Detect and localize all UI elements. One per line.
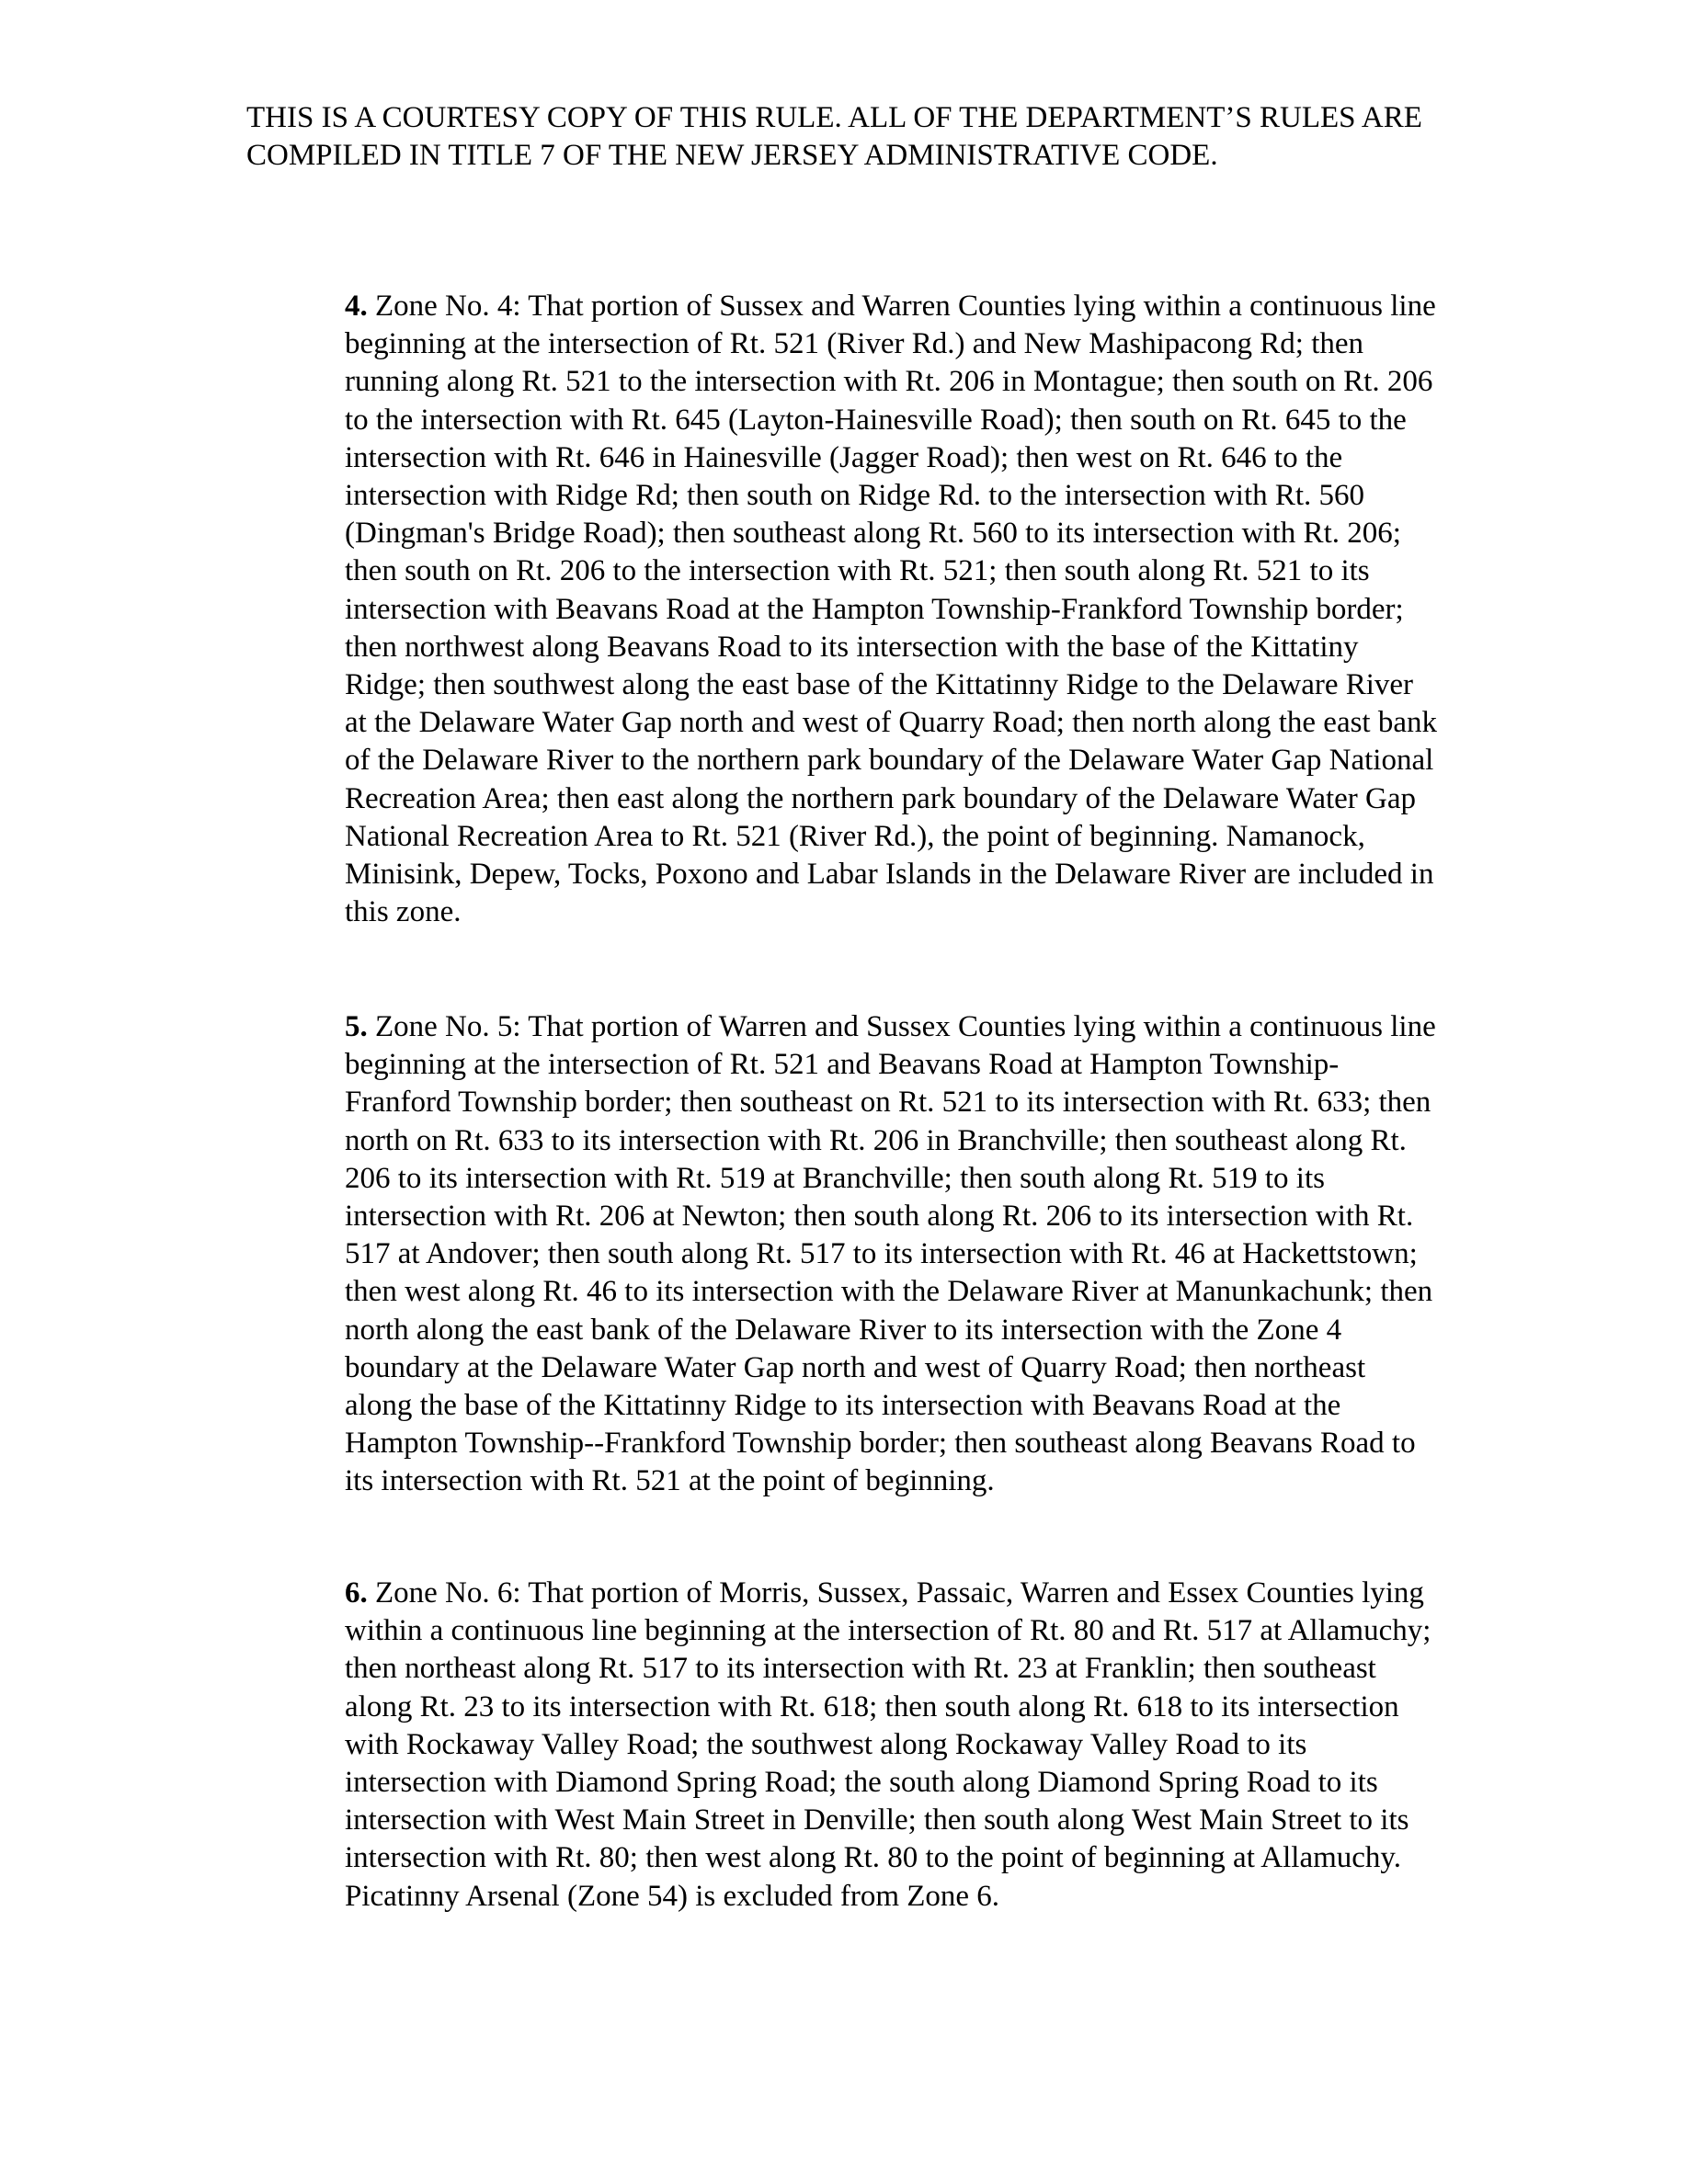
- zone-6-number: 6.: [345, 1576, 368, 1610]
- zone-5-description: [345, 1008, 1439, 1501]
- zone-4-description: [345, 288, 1439, 931]
- zone-6-text: Zone No. 6: That portion of Morris, Sussex, Passaic, Warren and Essex Counties lying within a continuous line beginning at the intersection of Rt. 80 and Rt. 517 at Allamuchy; then northeast along Rt. 517 to its intersection with Rt. 23 at Franklin; then southeast along Rt. 23 to its intersection with Rt. 618; then south along Rt. 618 to its intersection with Rockaway Valley Road; the southwest along Rockaway Valley Road to its intersection with Diamond Spring Road; the south along Diamond Spring Road to its intersection with West Main Street in Denville; then south along West Main Street to its intersection with Rt. 80; then west along Rt. 80 to the point of beginning at Allamuchy. Picatinny Arsenal (Zone 54) is excluded from Zone 6.: [345, 1576, 1431, 1913]
- zone-5-number: 5.: [345, 1010, 368, 1043]
- zone-5-text: Zone No. 5: That portion of Warren and Sussex Counties lying within a continuous line beginning at the intersection of Rt. 521 and Beavans Road at Hampton Township-Franford Township border; then southeast on Rt. 521 to its intersection with Rt. 633; then north on Rt. 633 to its intersection with Rt. 206 in Branchville; then southeast along Rt. 206 to its intersection with Rt. 519 at Branchville; then south along Rt. 519 to its intersection with Rt. 206 at Newton; then south along Rt. 206 to its intersection with Rt. 517 at Andover; then south along Rt. 517 to its intersection with Rt. 46 at Hackettstown; then west along Rt. 46 to its intersection with the Delaware River at Manunkachunk; then north along the east bank of the Delaware River to its intersection with the Zone 4 boundary at the Delaware Water Gap north and west of Quarry Road; then northeast along the base of the Kittatinny Ridge to its intersection with Beavans Road at the Hampton Township--Frankford Township border; then southeast along Beavans Road to its intersection with Rt. 521 at the point of beginning.: [345, 1010, 1436, 1498]
- zone-6-description: [345, 1575, 1439, 1916]
- zone-4-text: Zone No. 4: That portion of Sussex and Warren Counties lying within a continuous line beginning at the intersection of Rt. 521 (River Rd.) and New Mashipacong Rd; then running along Rt. 521 to the intersection with Rt. 206 in Montague; then south on Rt. 206 to the intersection with Rt. 645 (Layton-Hainesville Road); then south on Rt. 645 to the intersection with Rt. 646 in Hainesville (Jagger Road); then west on Rt. 646 to the intersection with Ridge Rd; then south on Ridge Rd. to the intersection with Rt. 560 (Dingman's Bridge Road); then southeast along Rt. 560 to its intersection with Rt. 206; then south on Rt. 206 to the intersection with Rt. 521; then south along Rt. 521 to its intersection with Beavans Road at the Hampton Township-Frankford Township border; then northwest along Beavans Road to its intersection with the base of the Kittatiny Ridge; then southwest along the east base of the Kittatinny Ridge to the Delaware River at the Delaware Water Gap north and west of Quarry Road; then north along the east bank of the Delaware River to the northern park boundary of the Delaware Water Gap National Recreation Area; then east along the northern park boundary of the Delaware Water Gap National Recreation Area to Rt. 521 (River Rd.), the point of beginning. Namanock, Minisink, Depew, Tocks, Poxono and Labar Islands in the Delaware River are included in this zone.: [345, 290, 1437, 929]
- courtesy-copy-notice: THIS IS A COURTESY COPY OF THIS RULE. ALL OF THE DEPARTMENT’S RULES ARE COMPILED IN TITLE 7 OF THE NEW JERSEY ADMINISTRATIVE CODE.: [246, 101, 1422, 172]
- zone-4-number: 4.: [345, 290, 368, 323]
